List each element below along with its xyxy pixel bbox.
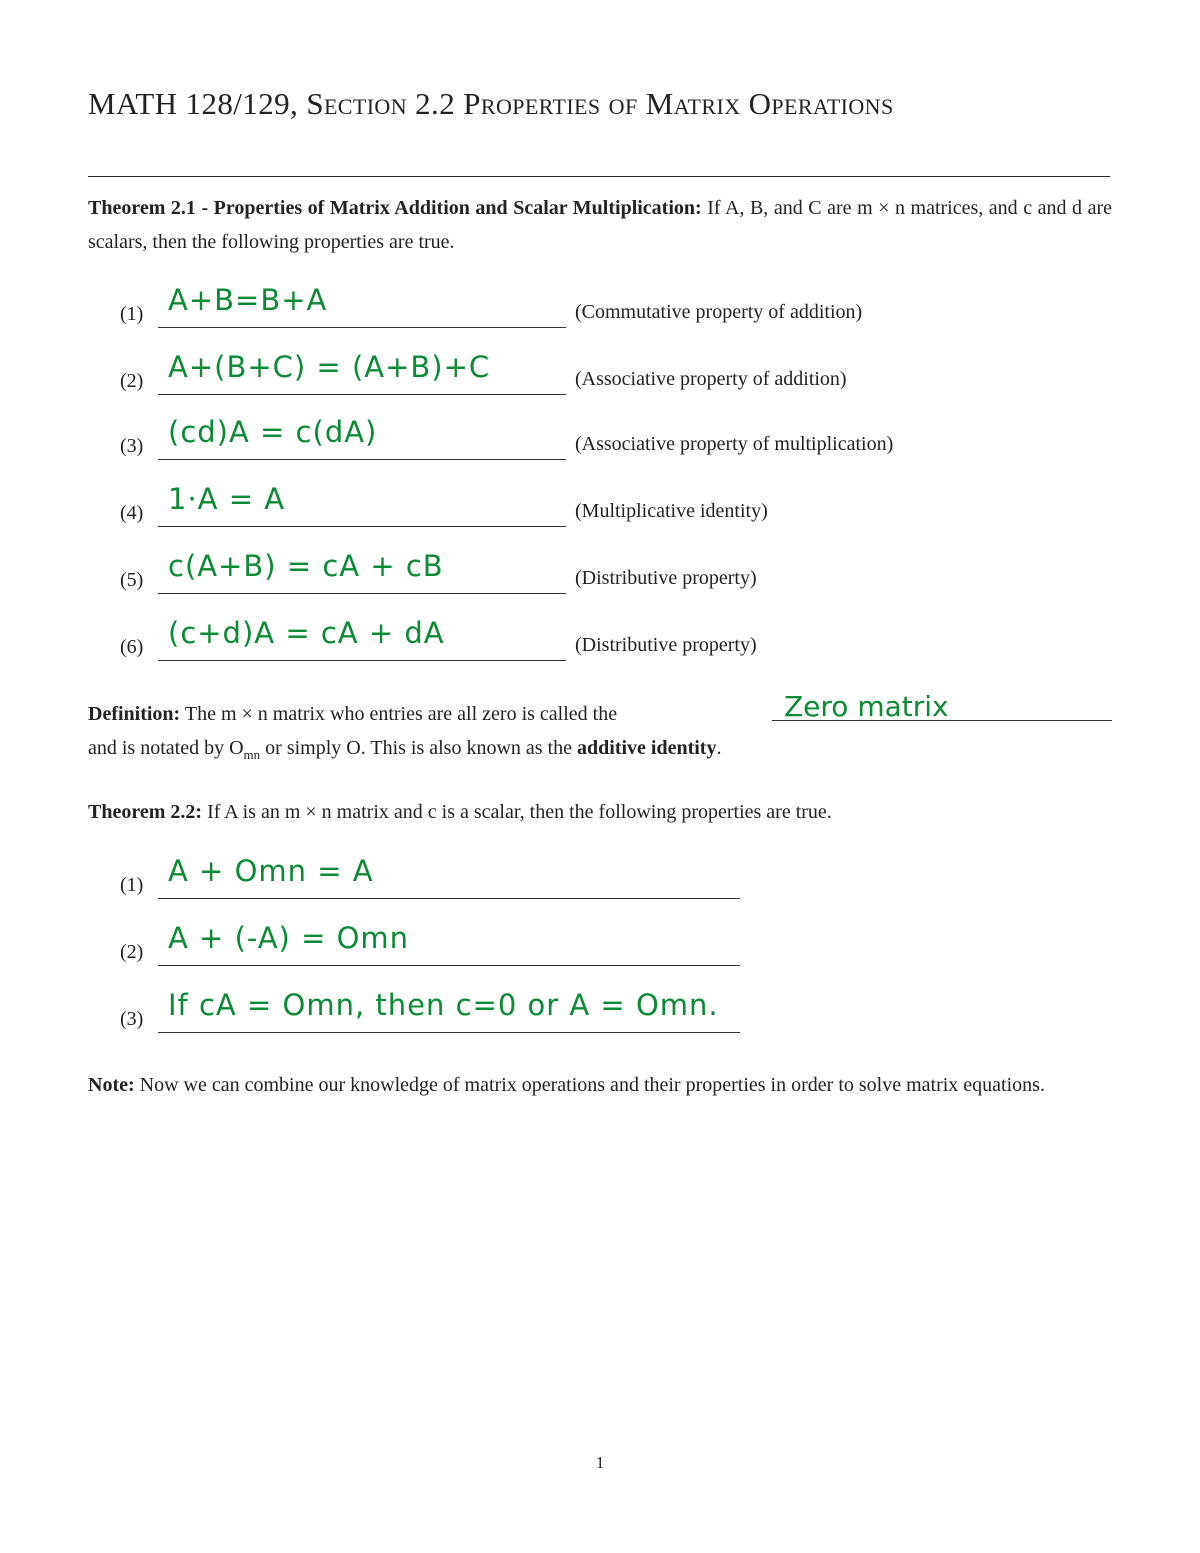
handwritten-answer: A+B=B+A [168, 283, 328, 317]
property-name: (Multiplicative identity) [575, 500, 768, 522]
handwritten-answer: A + (-A) = Omn [168, 921, 410, 955]
item-number: (5) [120, 569, 144, 591]
handwritten-answer: c(A+B) = cA + cB [168, 549, 444, 583]
answer-blank [158, 327, 566, 328]
theorem-2-2-text: If A is an m × n matrix and c is a scalar, then the following properties are true. [202, 801, 832, 823]
item-number: (3) [120, 1008, 144, 1030]
theorem-2-1-item-4 [120, 482, 768, 532]
definition-subscript: mn [243, 747, 261, 762]
item-number: (1) [120, 303, 144, 325]
property-name: (Associative property of addition) [575, 368, 847, 390]
theorem-2-1-intro [88, 191, 1112, 259]
definition-notation: and is notated by O [88, 737, 244, 759]
definition-label: Definition: [88, 703, 181, 725]
answer-blank [158, 965, 740, 966]
property-name: (Associative property of multiplication) [575, 433, 894, 455]
handwritten-answer: If cA = Omn, then c=0 or A = Omn. [168, 988, 719, 1022]
theorem-2-2-label: Theorem 2.2: [88, 801, 203, 823]
definition-handwritten-answer: Zero matrix [784, 690, 949, 723]
page-number: 1 [595, 1453, 605, 1472]
title-section: Section 2.2 Properties of Matrix Operations [306, 86, 894, 121]
theorem-2-1-item-5 [120, 549, 757, 599]
handwritten-answer: A+(B+C) = (A+B)+C [168, 350, 491, 384]
theorem-2-2-item-1 [120, 854, 760, 904]
theorem-2-1-text: If A, B, and C are m × n matrices, and c and d are scalars, then the following properties are true. [88, 197, 1112, 253]
theorem-2-2-item-3 [120, 988, 760, 1038]
note-paragraph [88, 1068, 1112, 1102]
answer-blank [158, 459, 566, 460]
note-label: Note: [88, 1074, 135, 1096]
page-title [88, 86, 1118, 122]
definition-paragraph [88, 697, 1112, 772]
theorem-2-1-item-1 [120, 283, 863, 333]
definition-text-continued: or simply O. This is also known as the [260, 737, 578, 759]
item-number: (2) [120, 941, 144, 963]
theorem-2-2-item-2 [120, 921, 760, 971]
title-course: MATH 128/129, [88, 86, 307, 121]
item-number: (2) [120, 370, 144, 392]
handwritten-answer: A + Omn = A [168, 854, 374, 888]
theorem-2-2-intro [88, 795, 1112, 829]
handwritten-answer: (cd)A = c(dA) [168, 415, 378, 449]
header-rule [88, 176, 1110, 177]
item-number: (4) [120, 502, 144, 524]
theorem-2-1-label: Theorem 2.1 - Properties of Matrix Addition and Scalar Multiplication: [88, 197, 702, 219]
property-name: (Distributive property) [575, 634, 757, 656]
definition-text: The m × n matrix who entries are all zero is called the [180, 703, 618, 725]
property-name: (Commutative property of addition) [575, 301, 863, 323]
note-text: Now we can combine our knowledge of matrix operations and their properties in order to solve matrix equations. [134, 1074, 1045, 1096]
property-name: (Distributive property) [575, 567, 757, 589]
answer-blank [158, 526, 566, 527]
answer-blank [158, 593, 566, 594]
handwritten-answer: 1·A = A [168, 482, 286, 516]
item-number: (1) [120, 874, 144, 896]
answer-blank [158, 898, 740, 899]
item-number: (6) [120, 636, 144, 658]
answer-blank [158, 1032, 740, 1033]
definition-period: . [716, 737, 722, 759]
theorem-2-1-item-2 [120, 350, 847, 400]
answer-blank [158, 394, 566, 395]
theorem-2-1-item-6 [120, 616, 757, 666]
handwritten-answer: (c+d)A = cA + dA [168, 616, 445, 650]
additive-identity-term: additive identity [577, 737, 717, 759]
item-number: (3) [120, 435, 144, 457]
answer-blank [158, 660, 566, 661]
theorem-2-1-item-3 [120, 415, 894, 465]
